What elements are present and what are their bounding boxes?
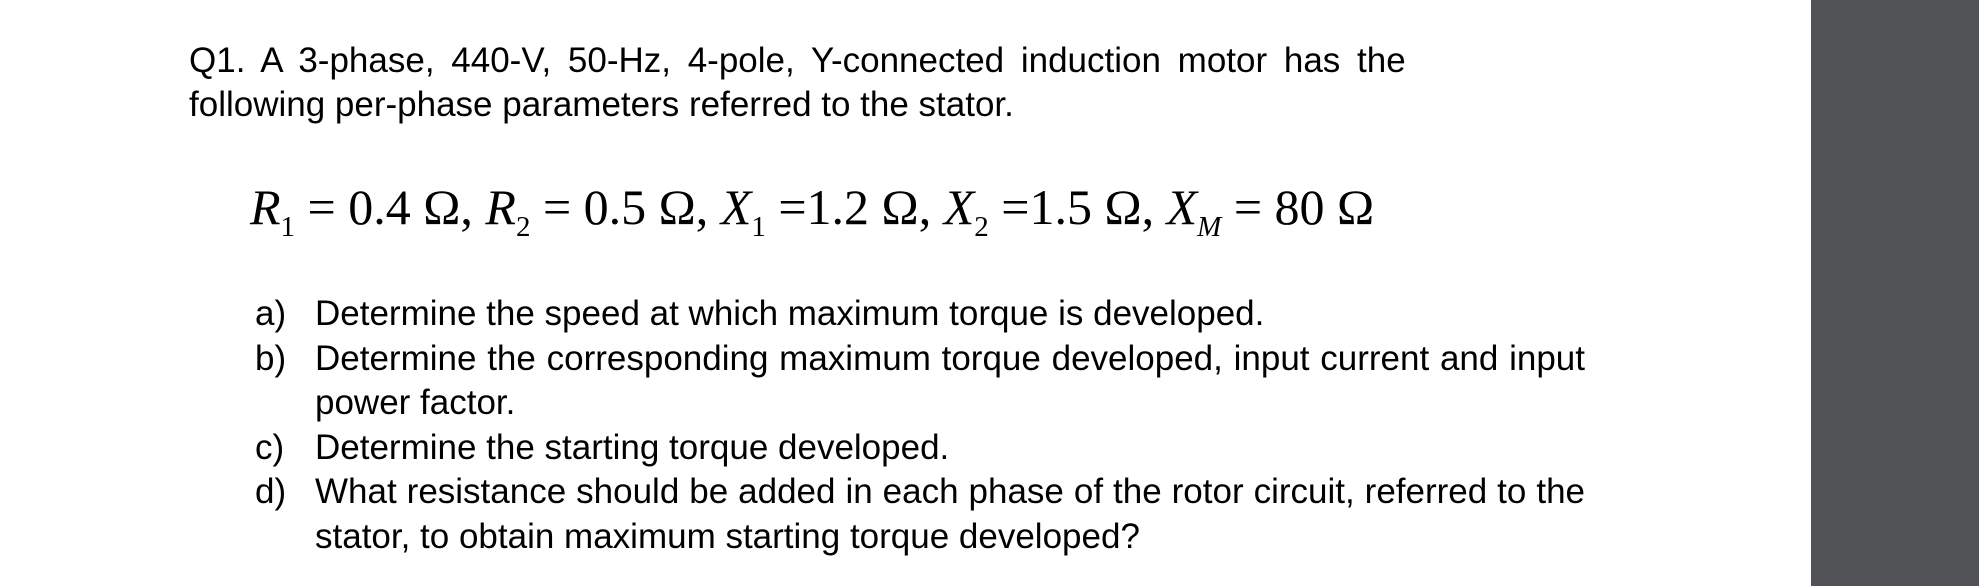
r1-symbol: R <box>250 179 281 235</box>
xm-value: = 80 Ω <box>1221 179 1375 235</box>
x1-value: =1.2 Ω, <box>765 179 944 235</box>
parameter-equation <box>250 172 1374 242</box>
r1-value: = 0.4 Ω, <box>295 179 486 235</box>
x1-symbol: X <box>720 179 752 235</box>
sub-question-d <box>255 470 1585 559</box>
x1-subscript: 1 <box>751 211 766 243</box>
sub-question-marker: a) <box>255 294 287 333</box>
sub-question-c <box>255 426 1585 471</box>
r1-subscript: 1 <box>280 211 296 243</box>
sub-question-b <box>255 337 1585 426</box>
xm-subscript: M <box>1197 211 1222 243</box>
question-line-2: following per-phase parameters referred to the stator. <box>189 85 1014 124</box>
x2-subscript: 2 <box>974 211 989 243</box>
xm-symbol: X <box>1166 179 1198 235</box>
sub-question-marker: d) <box>255 472 287 511</box>
sub-question-marker: b) <box>255 338 287 378</box>
sub-question-text: Determine the speed at which maximum torque is developed. <box>315 294 1265 333</box>
sub-question-a <box>255 292 1585 337</box>
r2-symbol: R <box>485 179 516 235</box>
r2-subscript: 2 <box>515 211 531 243</box>
question-line-1: Q1. A 3-phase, 440-V, 50-Hz, 4-pole, Y-connected induction motor has the <box>189 41 1406 80</box>
side-panel <box>1811 0 1979 586</box>
sub-question-list <box>255 292 1585 559</box>
sub-question-text: What resistance should be added in each phase of the rotor circuit, referred to the stator, to obtain maximum starting torque developed? <box>315 472 1585 556</box>
r2-value: = 0.5 Ω, <box>530 179 721 235</box>
sub-question-marker: c) <box>255 427 285 467</box>
x2-symbol: X <box>943 179 975 235</box>
sub-question-text: Determine the corresponding maximum torque developed, input current and input power factor. <box>315 338 1585 422</box>
sub-question-text: Determine the starting torque developed. <box>315 427 950 467</box>
x2-value: =1.5 Ω, <box>988 179 1167 235</box>
